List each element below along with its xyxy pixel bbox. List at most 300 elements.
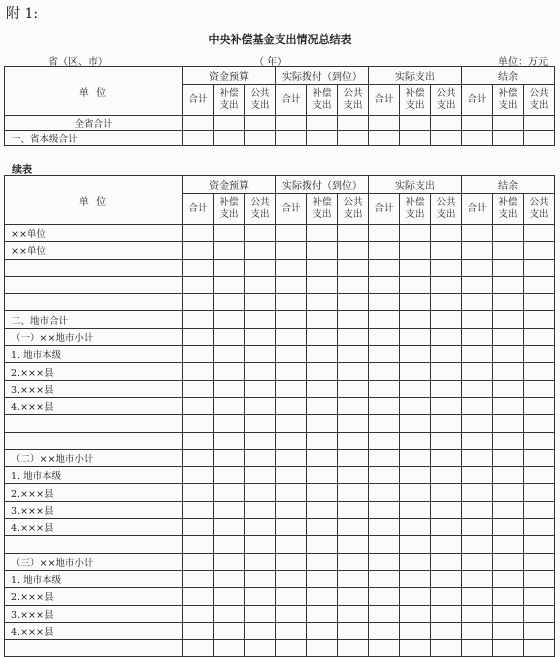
subcolumn-header: 公共 支出 [245, 85, 276, 116]
page-title: 中央补偿基金支出情况总结表 [208, 33, 352, 46]
subcolumn-header: 补偿 支出 [214, 85, 245, 116]
group-header-balance: 结余 [462, 67, 555, 85]
table-cell [245, 536, 276, 553]
table-cell [214, 588, 245, 605]
table-cell [276, 242, 307, 259]
table-cell [462, 328, 493, 345]
table-cell [307, 259, 338, 276]
table-cell [245, 484, 276, 501]
table-cell [307, 519, 338, 536]
row-label: 4.×××县 [5, 622, 183, 639]
table-cell [214, 467, 245, 484]
table-row [5, 519, 555, 536]
table-cell [338, 519, 369, 536]
table-cell [307, 536, 338, 553]
table-cell [524, 501, 555, 518]
table-cell [338, 467, 369, 484]
table-cell [276, 276, 307, 293]
subcolumn-header: 公共 支出 [338, 194, 369, 225]
table-cell [183, 432, 214, 449]
table-cell [245, 415, 276, 432]
row-label: 1. 地市本级 [5, 570, 183, 587]
table-cell [462, 276, 493, 293]
table-cell [369, 415, 400, 432]
table-cell [493, 484, 524, 501]
table-cell [276, 363, 307, 380]
row-label: （三）××地市小计 [5, 553, 183, 570]
table-row [5, 380, 555, 397]
table-cell [276, 536, 307, 553]
group-header-disbursed: 实际拨付（到位） [276, 176, 369, 194]
table-cell [276, 328, 307, 345]
subcolumn-header: 公共 支出 [524, 194, 555, 225]
table-cell [369, 605, 400, 622]
summary-table [4, 66, 555, 146]
table-cell [183, 363, 214, 380]
table-cell [307, 570, 338, 587]
table-cell [307, 242, 338, 259]
table-cell [400, 553, 431, 570]
table-cell [307, 622, 338, 639]
table-cell [493, 588, 524, 605]
table-cell [183, 467, 214, 484]
table-cell [276, 588, 307, 605]
table-cell [431, 501, 462, 518]
table-cell [369, 622, 400, 639]
table-cell [245, 259, 276, 276]
table-cell [462, 346, 493, 363]
table-cell [183, 380, 214, 397]
table-cell [400, 363, 431, 380]
table-row [5, 570, 555, 587]
row-label: 3.×××县 [5, 501, 183, 518]
table-cell [369, 449, 400, 466]
table-cell [214, 380, 245, 397]
table-cell [183, 225, 214, 242]
table-cell [400, 536, 431, 553]
table-cell [245, 501, 276, 518]
table-row [5, 536, 555, 553]
row-label: （二）××地市小计 [5, 449, 183, 466]
table-cell [400, 116, 431, 131]
table-row [5, 259, 555, 276]
table-cell [493, 519, 524, 536]
table-cell [276, 484, 307, 501]
table-cell [400, 467, 431, 484]
unit-label: 单位：万元 [498, 57, 548, 68]
subcolumn-header: 合计 [462, 85, 493, 116]
table-cell [245, 276, 276, 293]
table-cell [493, 605, 524, 622]
table-cell [245, 116, 276, 131]
table-cell [276, 553, 307, 570]
table-cell [338, 363, 369, 380]
table-cell [493, 640, 524, 657]
table-cell [369, 553, 400, 570]
table-cell [245, 553, 276, 570]
table-cell [400, 449, 431, 466]
table-cell [400, 588, 431, 605]
table-cell [245, 467, 276, 484]
row-label: ××单位 [5, 225, 183, 242]
table-row [5, 346, 555, 363]
table-cell [400, 380, 431, 397]
row-label [5, 294, 183, 311]
table-cell [462, 484, 493, 501]
table-cell [524, 225, 555, 242]
table-cell [214, 553, 245, 570]
table-cell [462, 294, 493, 311]
table-cell [431, 432, 462, 449]
table-cell [431, 570, 462, 587]
table-row [5, 449, 555, 466]
table-cell [338, 116, 369, 131]
table-cell [400, 501, 431, 518]
continuation-table [4, 175, 555, 657]
table-cell [369, 276, 400, 293]
table-cell [493, 467, 524, 484]
table-cell [338, 501, 369, 518]
table-cell [245, 346, 276, 363]
row-label [5, 536, 183, 553]
table-cell [245, 432, 276, 449]
row-label: 1. 地市本级 [5, 467, 183, 484]
table-cell [400, 328, 431, 345]
table-cell [338, 484, 369, 501]
table-cell [276, 259, 307, 276]
table-cell [493, 311, 524, 328]
row-label: 2.×××县 [5, 484, 183, 501]
table-cell [276, 346, 307, 363]
table-cell [369, 501, 400, 518]
group-header-expenditure: 实际支出 [369, 176, 462, 194]
table-cell [462, 570, 493, 587]
table-row [5, 276, 555, 293]
row-label: 4.×××县 [5, 519, 183, 536]
subcolumn-header: 合计 [462, 194, 493, 225]
table-cell [524, 519, 555, 536]
table-row [5, 622, 555, 639]
table-cell [214, 570, 245, 587]
table-cell [493, 242, 524, 259]
table-cell [493, 501, 524, 518]
table-row [5, 131, 555, 146]
table-cell [214, 432, 245, 449]
table-cell [338, 570, 369, 587]
table-cell [183, 276, 214, 293]
table-cell [307, 415, 338, 432]
table-cell [369, 380, 400, 397]
table-cell [307, 131, 338, 146]
table-cell [400, 225, 431, 242]
table-cell [307, 363, 338, 380]
table-cell [431, 259, 462, 276]
table-cell [307, 346, 338, 363]
subcolumn-header: 公共 支出 [431, 85, 462, 116]
subcolumn-header: 补偿 支出 [307, 85, 338, 116]
table-cell [183, 622, 214, 639]
table-cell [214, 276, 245, 293]
table-cell [183, 311, 214, 328]
table-cell [400, 242, 431, 259]
table-cell [400, 131, 431, 146]
table-cell [524, 570, 555, 587]
table-cell [307, 397, 338, 414]
table-cell [400, 570, 431, 587]
group-header-disbursed: 实际拨付（到位） [276, 67, 369, 85]
table-cell [183, 536, 214, 553]
table-cell [183, 519, 214, 536]
subcolumn-header: 合计 [183, 194, 214, 225]
table-cell [462, 311, 493, 328]
table-cell [369, 467, 400, 484]
table-cell [462, 397, 493, 414]
table-cell [276, 519, 307, 536]
table-row [5, 363, 555, 380]
table-cell [338, 276, 369, 293]
table-cell [431, 380, 462, 397]
table-cell [338, 131, 369, 146]
table-cell [214, 519, 245, 536]
table-cell [524, 467, 555, 484]
table-cell [524, 131, 555, 146]
table-cell [462, 131, 493, 146]
table-cell [183, 131, 214, 146]
table-cell [431, 415, 462, 432]
table-cell [307, 449, 338, 466]
table-cell [338, 588, 369, 605]
row-label [5, 259, 183, 276]
table-cell [183, 605, 214, 622]
subcolumn-header: 公共 支出 [245, 194, 276, 225]
table-cell [307, 432, 338, 449]
table-cell [524, 311, 555, 328]
row-label: 4.×××县 [5, 397, 183, 414]
table-cell [462, 432, 493, 449]
table-cell [338, 640, 369, 657]
table-cell [276, 116, 307, 131]
table-cell [431, 519, 462, 536]
subcolumn-header: 补偿 支出 [400, 194, 431, 225]
table-cell [183, 570, 214, 587]
table-row [5, 432, 555, 449]
table-cell [245, 588, 276, 605]
table-cell [493, 294, 524, 311]
table-cell [276, 570, 307, 587]
table-row [5, 116, 555, 131]
table-cell [183, 346, 214, 363]
table-cell [245, 328, 276, 345]
table-cell [276, 131, 307, 146]
table-cell [214, 242, 245, 259]
table-cell [462, 449, 493, 466]
table-cell [214, 501, 245, 518]
table-cell [338, 432, 369, 449]
table-cell [276, 225, 307, 242]
table-cell [431, 225, 462, 242]
table-cell [369, 519, 400, 536]
table-cell [431, 605, 462, 622]
subcolumn-header: 公共 支出 [524, 85, 555, 116]
table-cell [338, 415, 369, 432]
table-cell [400, 311, 431, 328]
table-cell [338, 536, 369, 553]
table-cell [431, 363, 462, 380]
group-header-expenditure: 实际支出 [369, 67, 462, 85]
table-row [5, 553, 555, 570]
table-cell [462, 536, 493, 553]
table-cell [245, 225, 276, 242]
table-cell [493, 116, 524, 131]
table-cell [245, 380, 276, 397]
table-cell [431, 242, 462, 259]
table-cell [214, 225, 245, 242]
table-cell [524, 622, 555, 639]
table-cell [431, 553, 462, 570]
table-cell [276, 622, 307, 639]
table-cell [524, 553, 555, 570]
table-cell [369, 116, 400, 131]
table-cell [431, 588, 462, 605]
table-cell [183, 588, 214, 605]
table-cell [245, 311, 276, 328]
table-cell [369, 225, 400, 242]
table-cell [245, 242, 276, 259]
table-cell [307, 225, 338, 242]
table-cell [431, 622, 462, 639]
table-cell [462, 380, 493, 397]
table-cell [214, 622, 245, 639]
table-cell [493, 622, 524, 639]
row-label: 1. 地市本级 [5, 346, 183, 363]
unit-column-header: 单 位 [5, 67, 183, 116]
table-cell [493, 225, 524, 242]
table-cell [276, 605, 307, 622]
table-cell [307, 640, 338, 657]
table-cell [369, 397, 400, 414]
table-cell [214, 346, 245, 363]
row-label: 一、省本级合计 [5, 131, 183, 146]
table-cell [524, 346, 555, 363]
row-label: 2.×××县 [5, 588, 183, 605]
table-cell [524, 415, 555, 432]
row-label [5, 432, 183, 449]
table-cell [183, 328, 214, 345]
table-cell [524, 484, 555, 501]
table-cell [431, 131, 462, 146]
table-cell [307, 501, 338, 518]
table-row [5, 397, 555, 414]
table-cell [493, 346, 524, 363]
table-cell [400, 432, 431, 449]
table-row [5, 415, 555, 432]
table-cell [245, 294, 276, 311]
subcolumn-header: 补偿 支出 [214, 194, 245, 225]
subcolumn-header: 公共 支出 [338, 85, 369, 116]
table-cell [524, 242, 555, 259]
table-cell [214, 397, 245, 414]
table-cell [493, 536, 524, 553]
table-cell [307, 605, 338, 622]
table-cell [307, 116, 338, 131]
table-cell [369, 536, 400, 553]
table-cell [462, 259, 493, 276]
table-cell [338, 259, 369, 276]
row-label: 2.×××县 [5, 363, 183, 380]
table-cell [400, 259, 431, 276]
table-cell [369, 484, 400, 501]
table-cell [431, 484, 462, 501]
table-cell [524, 605, 555, 622]
attachment-label: 附 1: [6, 6, 39, 22]
table-cell [369, 588, 400, 605]
table-cell [462, 415, 493, 432]
table-cell [183, 553, 214, 570]
table-cell [338, 553, 369, 570]
table-cell [431, 640, 462, 657]
table-cell [524, 294, 555, 311]
table-cell [307, 467, 338, 484]
row-label [5, 276, 183, 293]
table-cell [183, 242, 214, 259]
subcolumn-header: 公共 支出 [431, 194, 462, 225]
table-cell [400, 605, 431, 622]
table-cell [276, 397, 307, 414]
table-cell [276, 640, 307, 657]
table-cell [307, 553, 338, 570]
table-cell [245, 622, 276, 639]
table-cell [493, 397, 524, 414]
subcolumn-header: 合计 [183, 85, 214, 116]
table-cell [462, 622, 493, 639]
row-label: 3.×××县 [5, 605, 183, 622]
table-cell [307, 484, 338, 501]
table-cell [493, 380, 524, 397]
table-cell [431, 294, 462, 311]
table-cell [307, 588, 338, 605]
subcolumn-header: 合计 [276, 194, 307, 225]
row-label: （一）××地市小计 [5, 328, 183, 345]
table-row [5, 242, 555, 259]
table-cell [183, 501, 214, 518]
table-cell [183, 116, 214, 131]
table-cell [276, 449, 307, 466]
table-cell [214, 605, 245, 622]
table-cell [400, 397, 431, 414]
table-cell [338, 449, 369, 466]
table-cell [462, 242, 493, 259]
table-cell [462, 605, 493, 622]
table-cell [431, 467, 462, 484]
table-cell [369, 242, 400, 259]
table-cell [493, 363, 524, 380]
table-cell [493, 553, 524, 570]
row-label [5, 640, 183, 657]
table-cell [276, 294, 307, 311]
table-cell [524, 259, 555, 276]
table-cell [524, 588, 555, 605]
table-cell [307, 311, 338, 328]
table-cell [524, 536, 555, 553]
table-cell [214, 294, 245, 311]
table-cell [276, 380, 307, 397]
table-cell [338, 225, 369, 242]
table-row [5, 328, 555, 345]
table-row [5, 484, 555, 501]
table-cell [400, 622, 431, 639]
table-cell [524, 432, 555, 449]
table-cell [462, 640, 493, 657]
